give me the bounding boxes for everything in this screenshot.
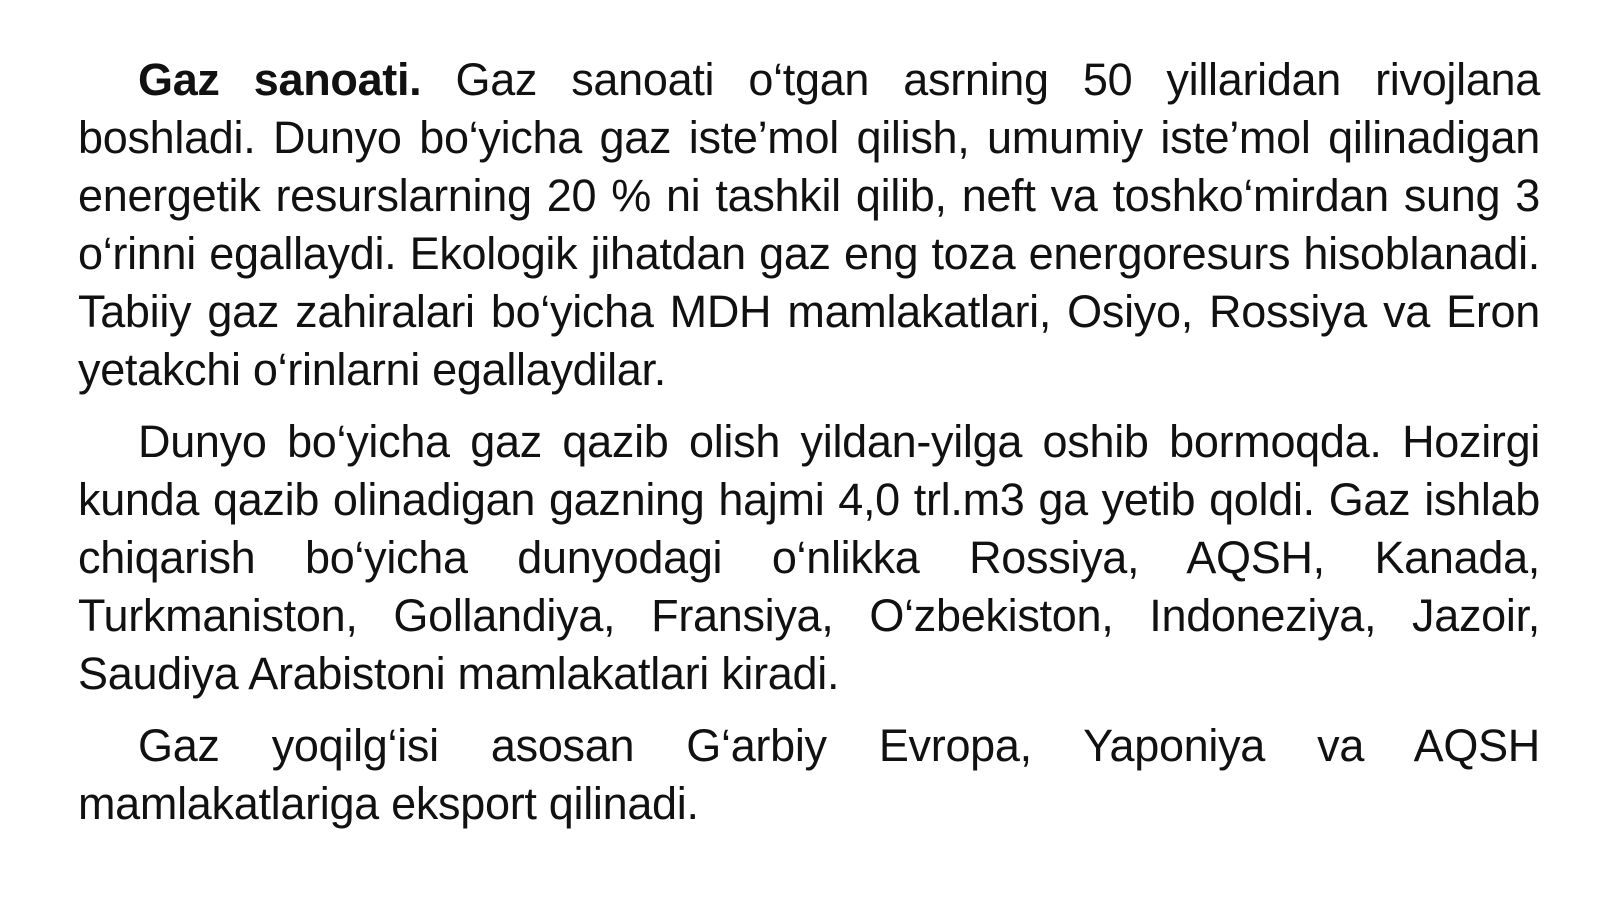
text-body <box>78 51 1540 847</box>
paragraph-text: Dunyo bo‘yicha gaz qazib olish yildan-yilga oshib bormoqda. Hozirgi kunda qazib olinadigan gazning hajmi 4,0 trl.m3 ga yetib qoldi. Gaz ishlab chiqarish bo‘yicha dunyodagi o‘nlikka Rossiya, AQSH, Kanada, Turkmaniston, Gollandiya, Fransiya, O‘zbekiston, Indoneziya, Jazoir, Saudiya Arabistoni mamlakatlari kiradi. <box>78 416 1540 699</box>
paragraph-gas-production <box>78 413 1540 703</box>
paragraph-text: Gaz yoqilg‘isi asosan G‘arbiy Evropa, Yaponiya va AQSH mamlakatlariga eksport qilinadi. <box>78 720 1540 829</box>
paragraph-gas-export <box>78 717 1540 833</box>
paragraph-gas-industry <box>78 51 1540 399</box>
paragraph-lead-heading: Gaz sanoati. <box>138 54 422 105</box>
paragraph-text: Gaz sanoati o‘tgan asrning 50 yillaridan rivojlana boshladi. Dunyo bo‘yicha gaz iste’mol qilish, umumiy iste’mol qilinadigan energetik resurslarning 20 % ni tashkil qilib, neft va toshko‘mirdan sung 3 o‘rinni egallaydi. Ekologik jihatdan gaz eng toza energoresurs hisoblanadi. Tabiiy gaz zahiralari bo‘yicha MDH mamlakatlari, Osiyo, Rossiya va Eron yetakchi o‘rinlarni egallaydilar. <box>78 54 1540 395</box>
